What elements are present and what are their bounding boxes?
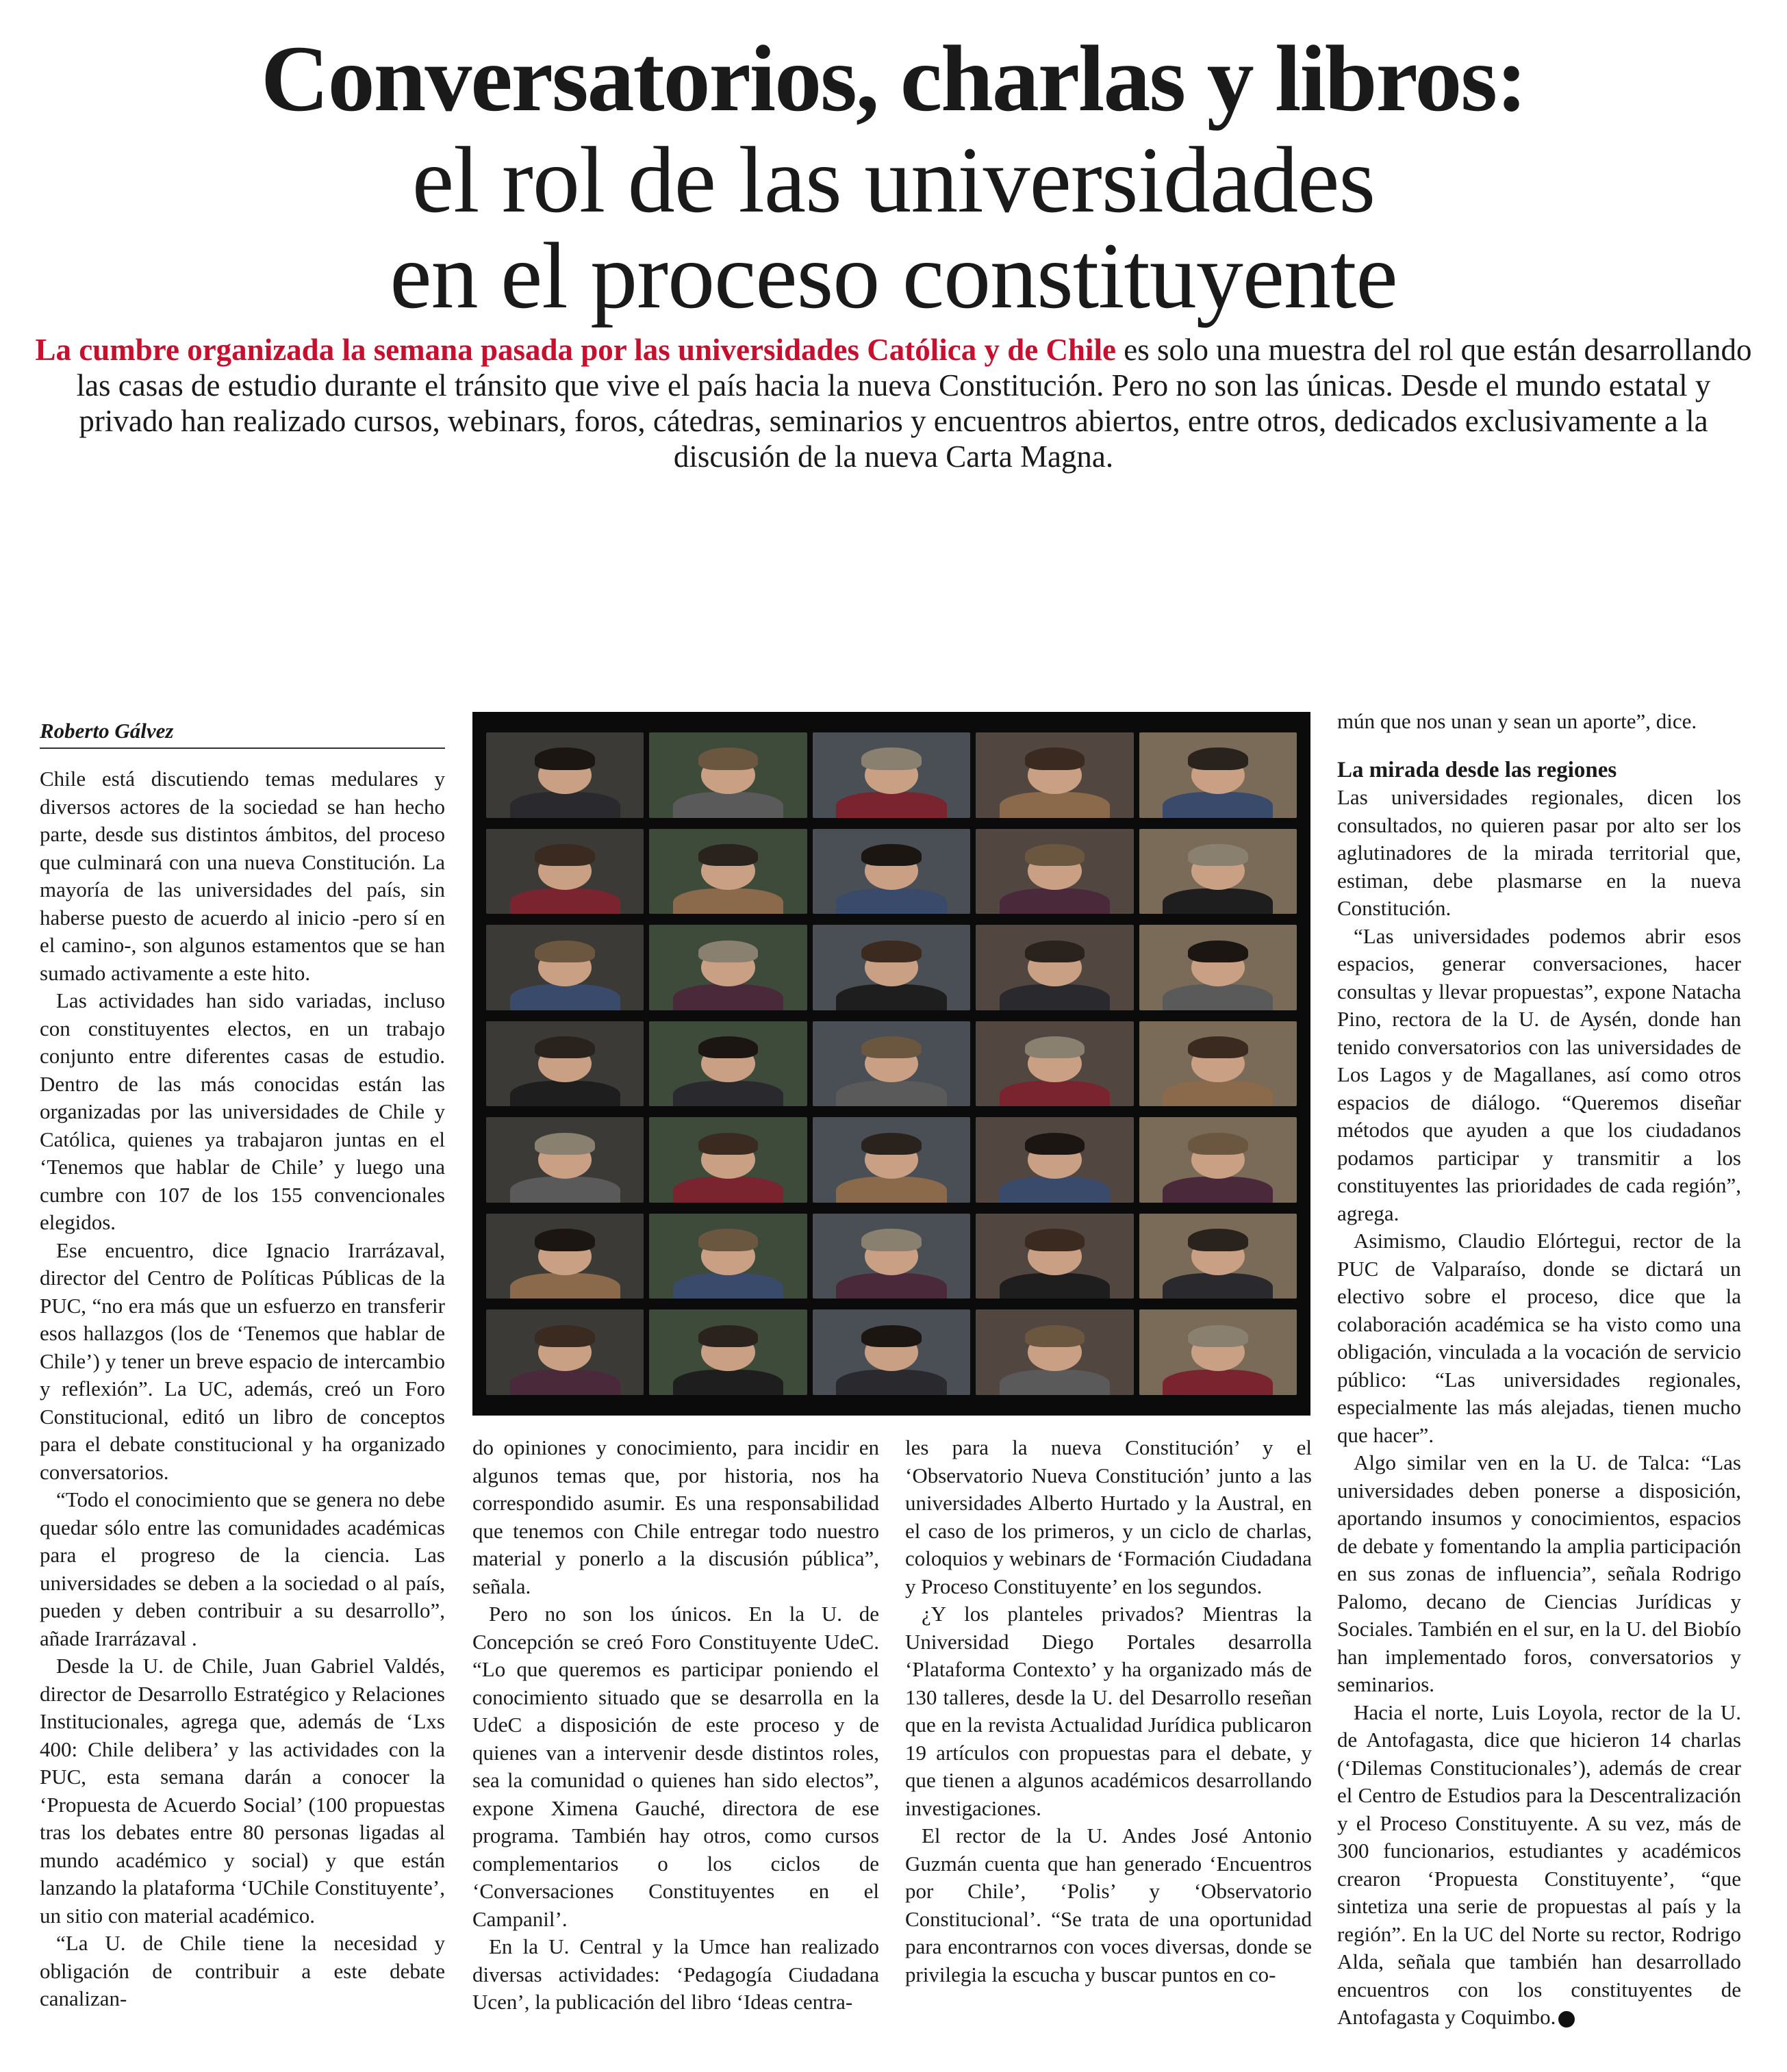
participant-body <box>836 1177 946 1202</box>
participant-hair <box>698 747 759 769</box>
participant-body <box>836 1370 946 1395</box>
participant-hair <box>698 844 759 866</box>
paragraph: mún que nos unan y sean un aporte”, dice. <box>1337 709 1697 733</box>
participant-tile <box>486 925 644 1010</box>
article-column-1 <box>40 765 445 2013</box>
participant-body <box>510 888 620 914</box>
participant-body <box>673 1273 783 1299</box>
participant-hair <box>1188 1229 1248 1251</box>
participant-tile <box>486 1214 644 1299</box>
participant-hair <box>698 1133 759 1155</box>
participant-tile <box>813 1117 970 1203</box>
participant-body <box>1000 1081 1110 1106</box>
paragraph: En la U. Central y la Umce han realizado diversas actividades: ‘Pedagogía Ciudadana Ucen’, la publicación del libro ‘Ideas centra- <box>472 1934 879 2014</box>
participant-body <box>1000 1273 1110 1299</box>
participant-body <box>836 1273 946 1299</box>
participant-hair <box>698 941 759 962</box>
participant-hair <box>1025 747 1085 769</box>
participant-body <box>673 1177 783 1202</box>
participant-hair <box>535 1036 595 1058</box>
paragraph: do opiniones y conocimiento, para incidir en algunos temas que, por historia, nos ha correspondido asumir. Es una responsabilidad que tenemos con Chile entregar todo nuestro material y ponerlo a la discusión pública”, señala. <box>472 1435 879 1598</box>
participant-hair <box>1188 1325 1248 1347</box>
participant-hair <box>1025 844 1085 866</box>
paragraph: Asimismo, Claudio Elórtegui, rector de la PUC de Valparaíso, donde se dictará un electivo sobre el proceso, dice que la colaboración académica se ha visto como una obligación, vinculada a la vocación de servicio público: “Las universidades regionales, especialmente las más alejadas, tienen mucho que hacer”. <box>1337 1229 1741 1447</box>
participant-body <box>510 792 620 817</box>
lead-paragraph <box>34 332 1753 474</box>
participant-tile <box>813 1214 970 1299</box>
participant-tile <box>486 1117 644 1203</box>
video-call-grid-photo <box>472 712 1310 1416</box>
lead-highlight: La cumbre organizada la semana pasada por las universidades Católica y de Chile <box>35 333 1116 367</box>
participant-tile <box>649 829 807 915</box>
headline-line-1: Conversatorios, charlas y libros: <box>260 26 1526 131</box>
participant-body <box>1163 1177 1273 1202</box>
participant-hair <box>861 1325 922 1347</box>
participant-body <box>673 888 783 914</box>
participant-tile <box>976 732 1133 818</box>
participant-tile <box>649 1214 807 1299</box>
participant-tile <box>649 1021 807 1107</box>
headline-line-2: el rol de las universidades <box>411 127 1376 232</box>
participant-body <box>1163 1370 1273 1395</box>
participant-hair <box>1188 747 1248 769</box>
participant-tile <box>486 1021 644 1107</box>
participant-tile <box>1139 732 1297 818</box>
participant-hair <box>1025 1325 1085 1347</box>
headline-line-3: en el proceso constituyente <box>390 223 1397 328</box>
participant-hair <box>1188 941 1248 962</box>
participant-hair <box>1188 1133 1248 1155</box>
lead-rest: es solo una muestra del rol que están desarrollando las casas de estudio durante el tránsito que vive el país hacia la nueva Constitución. Pero no son las únicas. Desde el mundo estatal y privado han realizado cursos, webinars, foros, cátedras, seminarios y encuentros abiertos, entre otros, dedicados exclusivamente a la discusión de la nueva Carta Magna. <box>76 333 1752 474</box>
participant-hair <box>535 1325 595 1347</box>
participant-body <box>836 984 946 1010</box>
byline: Roberto Gálvez <box>40 719 445 749</box>
article-column-2 <box>472 1434 879 2017</box>
participant-body <box>510 984 620 1010</box>
participant-body <box>510 1081 620 1106</box>
participant-tile <box>1139 1214 1297 1299</box>
paragraph: ¿Y los planteles privados? Mientras la Universidad Diego Portales desarrolla ‘Plataforma Contexto’ y ha organizado más de 130 talleres, desde la U. del Desarrollo reseñan que en la revista Actualidad Jurídica publicaron 19 artículos con propuestas para el debate, y que tienen a algunos académicos desarrollando investigaciones. <box>905 1602 1312 1820</box>
participant-tile <box>1139 1117 1297 1203</box>
participant-tile <box>649 925 807 1010</box>
participant-hair <box>861 1133 922 1155</box>
paragraph: Ese encuentro, dice Ignacio Irarrázaval, director del Centro de Políticas Públicas de la PUC, “no era más que un esfuerzo en transferir esos hallazgos (los de ‘Tenemos que hablar de Chile’) y tener un breve espacio de intercambio y reflexión”. La UC, además, creó un Foro Constitucional, editó un libro de conceptos para el debate constitucional y ha organizado conversatorios. <box>40 1238 445 1484</box>
participant-tile <box>649 1309 807 1395</box>
paragraph: Las universidades regionales, dicen los consultados, no quieren pasar por alto ser los aglutinadores de la mirada territorial que, estiman, debe plasmarse en la nueva Constitución. <box>1337 785 1741 920</box>
participant-hair <box>861 941 922 962</box>
participant-tile <box>486 1309 644 1395</box>
participant-hair <box>861 844 922 866</box>
participant-body <box>1163 1273 1273 1299</box>
end-mark-icon <box>1558 2011 1575 2028</box>
last-paragraph-text: Hacia el norte, Luis Loyola, rector de la U. de Antofagasta, dice que hicieron 14 charlas (‘Dilemas Constitucionales’), además de crear el Centro de Estudios para la Descentralización y el Proceso Constituyente. A su vez, más de 300 funcionarios, estudiantes y académicos crearon ‘Propuesta Constituyente’, “que sintetiza una serie de propuestas al país y la región”. En la UC del Norte su rector, Rodrigo Alda, señala que también han desarrollado encuentros con los constituyentes de Antofagasta y Coquimbo. <box>1337 1700 1741 2029</box>
paragraph: Chile está discutiendo temas medulares y diversos actores de la sociedad se han hecho parte, desde sus distintos ámbitos, del proceso que culminará con una nueva Constitución. La mayoría de las universidades del país, sin haberse puesto de acuerdo al inicio -pero sí en el camino-, son algunos estamentos que se han sumado activamente a este hito. <box>40 767 445 985</box>
participant-body <box>1000 984 1110 1010</box>
participant-body <box>1000 1177 1110 1202</box>
participant-tile <box>813 1021 970 1107</box>
participant-hair <box>861 1036 922 1058</box>
participant-tile <box>976 1309 1133 1395</box>
paragraph: les para la nueva Constitución’ y el ‘Observatorio Nueva Constitución’ junto a las universidades Alberto Hurtado y la Austral, en el caso de los primeros, y un ciclo de charlas, coloquios y webinars de ‘Formación Ciudadana y Proceso Constituyente’ en los segundos. <box>905 1435 1312 1598</box>
paragraph: El rector de la U. Andes José Antonio Guzmán cuenta que han generado ‘Encuentros por Chile’, ‘Polis’ y ‘Observatorio Constitucional’. “Se trata de una oportunidad para encontrarnos con voces diversas, donde se privilegia la escucha y buscar puntos en co- <box>905 1824 1312 1986</box>
participant-tile <box>1139 925 1297 1010</box>
participant-hair <box>535 1133 595 1155</box>
article-column-4 <box>1337 708 1741 2032</box>
paragraph: “La U. de Chile tiene la necesidad y obligación de contribuir a este debate canalizan- <box>40 1931 445 2010</box>
paragraph: Las actividades han sido variadas, incluso con constituyentes electos, en un trabajo conjunto entre diferentes casas de estudio. Dentro de las más conocidas están las organizadas por las universidades de Chile y Católica, quienes ya trabajaron juntas en el ‘Tenemos que hablar de Chile’ y luego una cumbre con 107 de los 155 convencionales elegidos. <box>40 988 445 1234</box>
participant-hair <box>1025 1229 1085 1251</box>
paragraph: Pero no son los únicos. En la U. de Concepción se creó Foro Constituyente UdeC. “Lo que queremos es participar poniendo el conocimiento situado que se desarrolla en la UdeC a disposición de este proceso y de quienes van a intervenir desde distintos roles, sea la comunidad o quienes han sido electos”, expone Ximena Gauché, directora de ese programa. También hay otros, como cursos complementarios o los ciclos de ‘Conversaciones Constituyentes en el Campanil’. <box>472 1602 879 1931</box>
participant-body <box>510 1177 620 1202</box>
participant-tile <box>976 1117 1133 1203</box>
participant-tile <box>813 732 970 818</box>
paragraph <box>1337 1699 1741 2032</box>
participant-tile <box>649 732 807 818</box>
participant-body <box>510 1370 620 1395</box>
participant-body <box>673 792 783 817</box>
participant-hair <box>1025 1036 1085 1058</box>
participant-hair <box>861 747 922 769</box>
participant-body <box>1163 984 1273 1010</box>
participant-hair <box>1188 844 1248 866</box>
participant-body <box>1163 1081 1273 1106</box>
participant-tile <box>649 1117 807 1203</box>
paragraph: “Las universidades podemos abrir esos espacios, generar conversaciones, hacer consultas y llevar propuestas”, expone Natacha Pino, rectora de la U. de Aysén, donde han tenido conversatorios con las universidades de Los Lagos y de Magallanes, así como otros espacios de diálogo. “Queremos diseñar métodos que ayuden a que los ciudadanos podamos participar y transmitir a los constituyentes las prioridades de cada región”, agrega. <box>1337 923 1741 1225</box>
participant-body <box>673 984 783 1010</box>
participant-hair <box>1025 941 1085 962</box>
participant-hair <box>535 844 595 866</box>
participant-tile <box>976 1021 1133 1107</box>
participant-tile <box>486 829 644 915</box>
participant-body <box>1163 792 1273 817</box>
participant-hair <box>535 747 595 769</box>
participant-hair <box>1025 1133 1085 1155</box>
participant-hair <box>698 1036 759 1058</box>
article-column-3 <box>905 1434 1312 1988</box>
participant-hair <box>535 1229 595 1251</box>
paragraph: “Todo el conocimiento que se genera no debe quedar sólo entre las comunidades académicas para el progreso de la ciencia. Las universidades se deben a la sociedad o al país, pueden y deben contribuir a su desarrollo”, añade Irarrázaval . <box>40 1487 445 1650</box>
participant-body <box>510 1273 620 1299</box>
section-subhead: La mirada desde las regiones <box>1337 757 1617 782</box>
participant-hair <box>535 941 595 962</box>
participant-body <box>836 1081 946 1106</box>
participant-body <box>673 1081 783 1106</box>
participant-tile <box>813 829 970 915</box>
participant-body <box>673 1370 783 1395</box>
participant-hair <box>1188 1036 1248 1058</box>
participant-tile <box>1139 829 1297 915</box>
participant-body <box>1000 792 1110 817</box>
paragraph: Desde la U. de Chile, Juan Gabriel Valdés, director de Desarrollo Estratégico y Relaciones Institucionales, agrega que, además de ‘Lxs 400: Chile delibera’ y las actividades con la PUC, esta semana darán a conocer la ‘Propuesta de Acuerdo Social’ (100 propuestas tras los debates entre 80 personas ligadas al mundo académico y social) y que están lanzando la plataforma ‘UChile Constituyente’, un sitio con material académico. <box>40 1654 445 1928</box>
participant-tile <box>486 732 644 818</box>
participant-tile <box>813 1309 970 1395</box>
participant-body <box>836 792 946 817</box>
paragraph: Algo similar ven en la U. de Talca: “Las universidades deben ponerse a disposición, aportando insumos y conocimientos, espacios de debate y fomentando la amplia participación en sus zonas de influencia”, señala Rodrigo Palomo, decano de Ciencias Jurídicas y Sociales. También en el sur, en la U. del Biobío han implementado foros, conversatorios y seminarios. <box>1337 1450 1741 1696</box>
participant-body <box>1000 888 1110 914</box>
participant-hair <box>698 1229 759 1251</box>
participant-tile <box>1139 1309 1297 1395</box>
participant-body <box>1163 888 1273 914</box>
participant-hair <box>861 1229 922 1251</box>
participant-body <box>836 888 946 914</box>
participant-tile <box>976 1214 1133 1299</box>
participant-tile <box>976 829 1133 915</box>
participant-body <box>1000 1370 1110 1395</box>
participant-tile <box>813 925 970 1010</box>
participant-tile <box>1139 1021 1297 1107</box>
participant-hair <box>698 1325 759 1347</box>
participant-tile <box>976 925 1133 1010</box>
